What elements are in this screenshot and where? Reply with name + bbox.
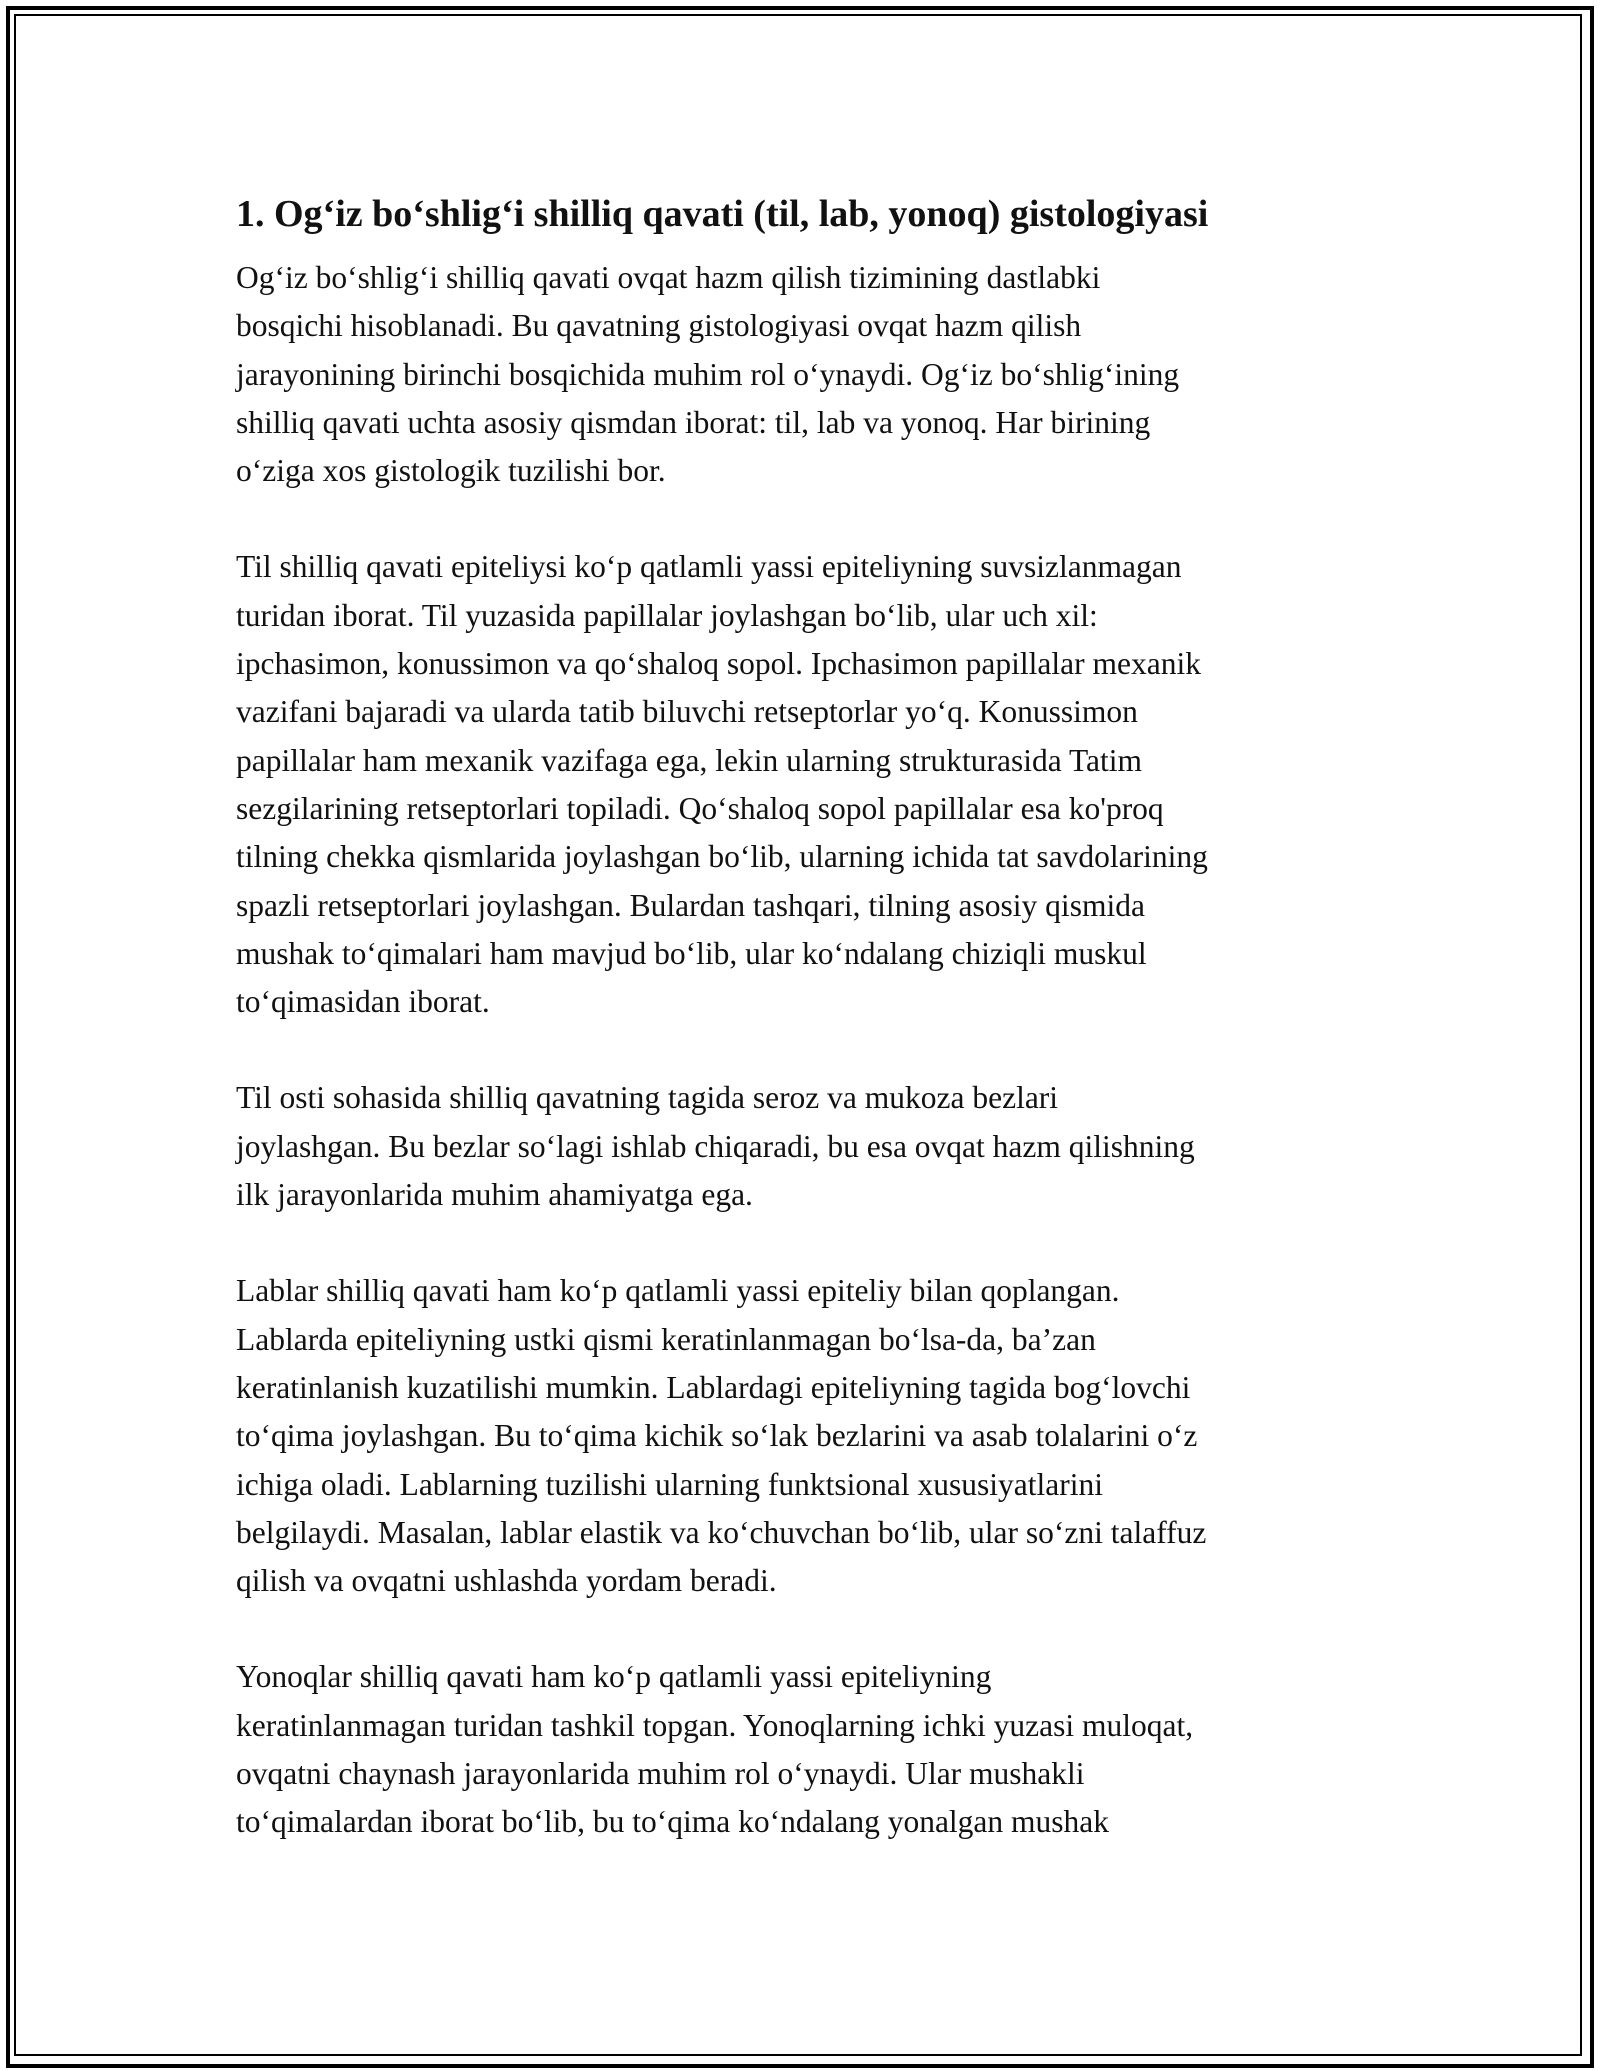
paragraph-cheeks	[236, 1653, 1386, 1846]
text-line: ichiga oladi. Lablarning tuzilishi ularning funktsional xususiyatlarini	[236, 1466, 1103, 1502]
text-line: ilk jarayonlarida muhim ahamiyatga ega.	[236, 1177, 753, 1213]
text-line: o‘ziga xos gistologik tuzilishi bor.	[236, 453, 666, 489]
text-line: Lablar shilliq qavati ham ko‘p qatlamli yassi epiteliy bilan qoplangan.	[236, 1273, 1120, 1309]
paragraph-lips	[236, 1267, 1386, 1605]
text-line: Yonoqlar shilliq qavati ham ko‘p qatlamli yassi epiteliyning	[236, 1659, 992, 1695]
text-line: to‘qimalardan iborat bo‘lib, bu to‘qima ko‘ndalang yonalgan mushak	[236, 1804, 1110, 1840]
text-line: Og‘iz bo‘shlig‘i shilliq qavati ovqat hazm qilish tizimining dastlabki	[236, 260, 1101, 295]
text-line: jarayonining birinchi bosqichida muhim rol o‘ynaydi. Og‘iz bo‘shlig‘ining	[236, 356, 1180, 392]
text-line: Lablarda epiteliyning ustki qismi keratinlanmagan bo‘lsa-da, ba’zan	[236, 1321, 1096, 1357]
text-line: tilning chekka qismlarida joylashgan bo‘lib, ularning ichida tat savdolarining	[236, 839, 1208, 875]
document-title: 1. Og‘iz bo‘shlig‘i shilliq qavati (til, lab, yonoq) gistologiyasi	[236, 193, 1209, 235]
paragraph-sublingual	[236, 1074, 1386, 1219]
text-line: qilish va ovqatni ushlashda yordam beradi.	[236, 1563, 777, 1599]
paragraph-intro	[236, 254, 1386, 495]
text-line: belgilaydi. Masalan, lablar elastik va ko‘chuvchan bo‘lib, ular so‘zni talaffuz	[236, 1514, 1207, 1550]
text-line: Til shilliq qavati epiteliysi ko‘p qatlamli yassi epiteliyning suvsizlanmagan	[236, 549, 1182, 585]
text-line: to‘qimasidan iborat.	[236, 984, 490, 1020]
text-line: ipchasimon, konussimon va qo‘shaloq sopol. Ipchasimon papillalar mexanik	[236, 646, 1201, 682]
text-line: sezgilarining retseptorlari topiladi. Qo‘shaloq sopol papillalar esa ko'proq	[236, 790, 1164, 826]
text-line: bosqichi hisoblanadi. Bu qavatning gistologiyasi ovqat hazm qilish	[236, 308, 1082, 344]
text-line: turidan iborat. Til yuzasida papillalar joylashgan bo‘lib, ular uch xil:	[236, 597, 1098, 633]
text-line: spazli retseptorlari joylashgan. Bulardan tashqari, tilning asosiy qismida	[236, 887, 1145, 923]
text-line: Til osti sohasida shilliq qavatning tagida seroz va mukoza bezlari	[236, 1080, 1059, 1116]
paragraph-tongue	[236, 543, 1386, 1026]
text-line: mushak to‘qimalari ham mavjud bo‘lib, ular ko‘ndalang chiziqli muskul	[236, 935, 1147, 971]
text-line: papillalar ham mexanik vazifaga ega, lekin ularning strukturasida Tatim	[236, 742, 1143, 778]
text-line: keratinlanish kuzatilishi mumkin. Lablardagi epiteliyning tagida bog‘lovchi	[236, 1369, 1191, 1405]
text-line: vazifani bajaradi va ularda tatib biluvchi retseptorlar yo‘q. Konussimon	[236, 694, 1138, 730]
text-line: keratinlanmagan turidan tashkil topgan. Yonoqlarning ichki yuzasi muloqat,	[236, 1707, 1194, 1743]
text-line: to‘qima joylashgan. Bu to‘qima kichik so‘lak bezlarini va asab tolalarini o‘z	[236, 1418, 1198, 1454]
text-line: ovqatni chaynash jarayonlarida muhim rol o‘ynaydi. Ular mushakli	[236, 1756, 1085, 1792]
text-line: joylashgan. Bu bezlar so‘lagi ishlab chiqaradi, bu esa ovqat hazm qilishning	[236, 1128, 1195, 1164]
document-body	[236, 188, 1386, 1895]
text-line: shilliq qavati uchta asosiy qismdan iborat: til, lab va yonoq. Har birining	[236, 404, 1151, 440]
